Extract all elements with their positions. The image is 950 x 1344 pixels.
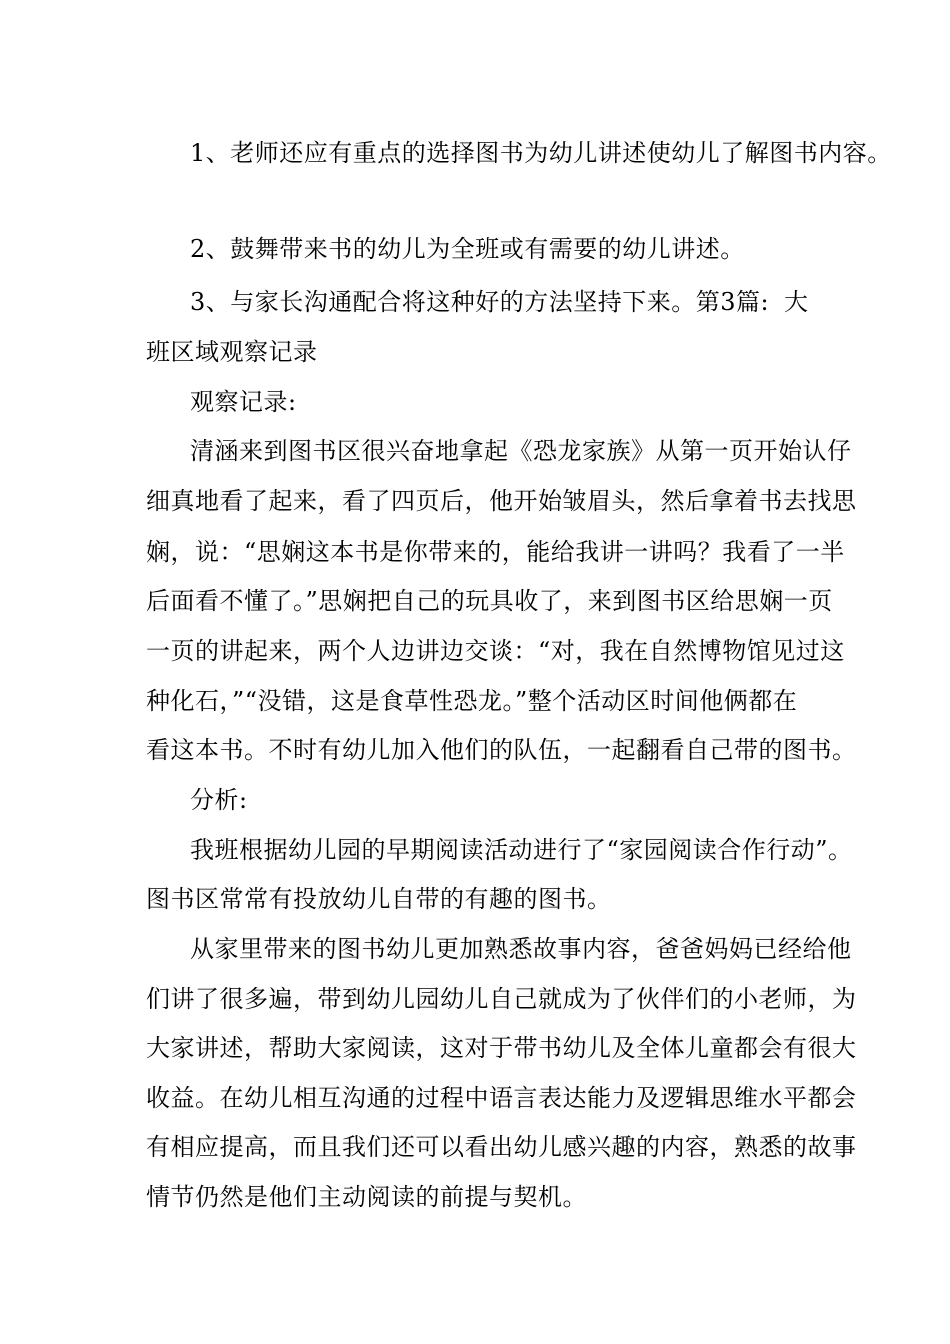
text-line: 大家讲述，帮助大家阅读，这对于带书幼儿及全体儿童都会有很大 bbox=[146, 1034, 857, 1062]
text-line: 们讲了很多遍，带到幼儿园幼儿自己就成为了伙伴们的小老师，为 bbox=[146, 985, 857, 1013]
text-line: 3、与家长沟通配合将这种好的方法坚持下来。第3篇: bbox=[190, 288, 770, 316]
text-line: 后面看不懂了。”思娴把自己的玩具收了，来到图书区给思娴一页 bbox=[146, 587, 833, 615]
text-line: 1、老师还应有重点的选择图书为幼儿讲述使幼儿了解图书内容。 bbox=[190, 139, 892, 167]
section-heading: 分析: bbox=[190, 786, 248, 814]
text-line: 收益。在幼儿相互沟通的过程中语言表达能力及逻辑思维水平都会 bbox=[146, 1084, 857, 1112]
section-heading: 观察记录: bbox=[190, 388, 297, 416]
text-line: 种化石，”“没错，这是食草性恐龙。”整个活动区时间他俩都在 bbox=[146, 687, 798, 715]
text-line: 娴，说：“思娴这本书是你带来的，能给我讲一讲吗？我看了一半 bbox=[146, 538, 845, 566]
text-line: 看这本书。不时有幼儿加入他们的队伍，一起翻看自己带的图书。 bbox=[146, 736, 857, 764]
text-line: 我班根据幼儿园的早期阅读活动进行了“家园阅读合作行动”。 bbox=[190, 836, 853, 864]
text-line: 情节仍然是他们主动阅读的前提与契机。 bbox=[146, 1183, 587, 1211]
text-line: 大 bbox=[784, 288, 809, 316]
text-line: 从家里带来的图书幼儿更加熟悉故事内容，爸爸妈妈已经给他 bbox=[190, 935, 852, 963]
text-line: 有相应提高，而且我们还可以看出幼儿感兴趣的内容，熟悉的故事 bbox=[146, 1133, 857, 1161]
text-line: 细真地看了起来，看了四页后，他开始皱眉头，然后拿着书去找思 bbox=[146, 487, 857, 515]
text-line: 图书区常常有投放幼儿自带的有趣的图书。 bbox=[146, 885, 612, 913]
text-line: 2、鼓舞带来书的幼儿为全班或有需要的幼儿讲述。 bbox=[190, 235, 745, 263]
text-line: 班区域观察记录 bbox=[146, 338, 318, 366]
text-line: 清涵来到图书区很兴奋地拿起《恐龙家族》从第一页开始认仔 bbox=[190, 437, 852, 465]
text-line: 一页的讲起来，两个人边讲边交谈：“对，我在自然博物馆见过这 bbox=[146, 637, 845, 665]
